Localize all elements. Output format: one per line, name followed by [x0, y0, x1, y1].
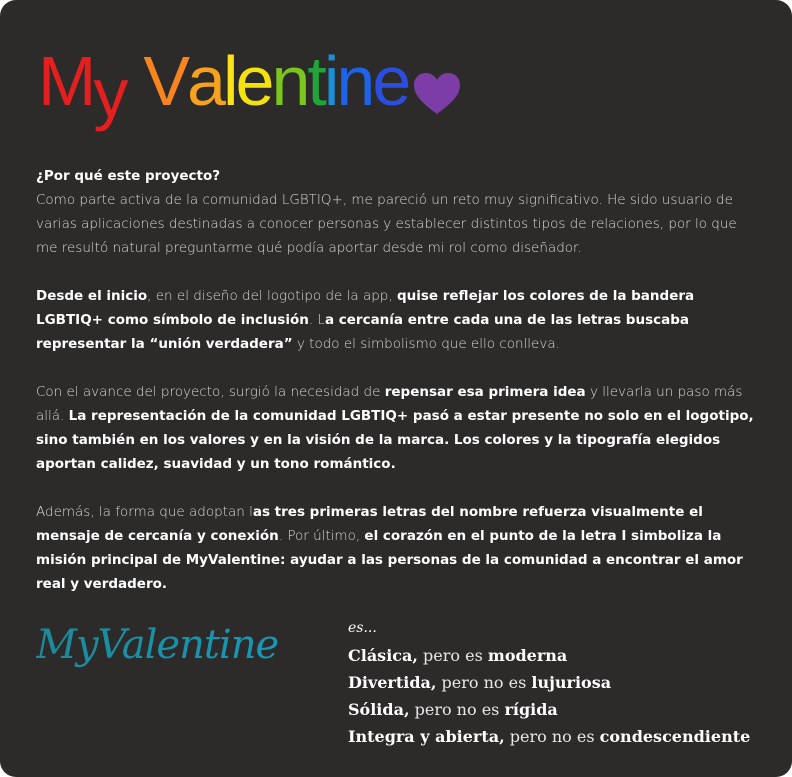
paragraph-text: y llevarla un paso más allá.	[36, 384, 743, 424]
trait-strong: Divertida,	[348, 673, 437, 692]
section-question: ¿Por qué este proyecto?	[36, 168, 221, 184]
logo-letter: n	[271, 42, 308, 120]
emphasis-text: repensar esa primera idea	[384, 384, 586, 400]
trait-strong: moderna	[487, 646, 568, 665]
trait-connector: pero no es	[504, 727, 600, 746]
script-logo	[36, 610, 316, 680]
logo-letter: i	[323, 42, 337, 120]
trait-row	[348, 669, 750, 696]
paragraph-evolution	[36, 380, 758, 476]
paragraph-text: , en el diseño del logotipo de la app,	[147, 288, 397, 304]
paragraph-text: y todo el simbolismo que ello conlleva.	[292, 336, 560, 352]
trait-strong: Sólida,	[348, 700, 410, 719]
trait-row	[348, 723, 750, 750]
trait-row	[348, 642, 750, 669]
emphasis-text: as tres primeras letras del nombre refuerza visualmente el mensaje de cercanía y conexión	[36, 504, 703, 544]
emphasis-text: quise reflejar los colores de la bandera LGBTIQ+ como símbolo de inclusión	[36, 288, 695, 328]
paragraph-text: Con el avance del proyecto, surgió la necesidad de	[36, 384, 385, 400]
paragraph-text: Como parte activa de la comunidad LGBTIQ+, me pareció un reto muy significativo. He sido usuario de varias aplicaciones destinadas a conocer personas y establecer distintos tipos de relaciones, por lo que me resultó natural preguntarme qué podía aportar desde mi rol como diseñador.	[36, 192, 737, 256]
trait-connector: pero es	[417, 646, 488, 665]
paragraph-text: Además, la forma que adoptan l	[36, 504, 253, 520]
trait-strong: lujuriosa	[531, 673, 612, 692]
rainbow-logo	[38, 42, 462, 136]
emphasis-text: Desde el inicio	[36, 288, 148, 304]
script-logo-text: MyValentine	[36, 622, 279, 668]
paragraph-heart-meaning	[36, 500, 758, 596]
emphasis-text: La representación de la comunidad LGBTIQ+ pasó a estar presente no solo en el logotipo, sino también en los valores y en la visión de la marca. Los colores y la tipografía elegidos aportan calidez, suavidad y un tono romántico.	[36, 408, 754, 472]
paragraph-logo-colors	[36, 284, 758, 356]
description	[36, 164, 758, 620]
logo-letter: M	[38, 42, 94, 120]
heart-icon	[412, 72, 462, 116]
logo-letter: y	[93, 54, 126, 132]
logo-letter: a	[187, 42, 223, 120]
logo-letter: t	[307, 42, 324, 120]
logo-letter: n	[336, 42, 373, 120]
brand-traits	[348, 620, 750, 750]
logo-letter: l	[222, 42, 236, 120]
trait-strong: Clásica,	[348, 646, 418, 665]
paragraph-text: . L	[308, 312, 325, 328]
logo-letter: e	[235, 42, 272, 120]
emphasis-text: el corazón en el punto de la letra I simboliza la misión principal de MyValentine: ayudar a las personas de la comunidad a encontrar el amor real y verdadero.	[36, 528, 743, 592]
logo-letter: e	[372, 42, 409, 120]
paragraph-why	[36, 164, 758, 260]
trait-connector: pero no es	[436, 673, 532, 692]
emphasis-text: a cercanía entre cada una de las letras buscaba representar la “unión verdadera”	[36, 312, 690, 352]
trait-row	[348, 696, 750, 723]
paragraph-text: . Por último,	[278, 528, 365, 544]
logo-letter: V	[143, 42, 188, 120]
trait-strong: condescendiente	[599, 727, 751, 746]
traits-intro: es...	[348, 620, 377, 636]
trait-strong: Integra y abierta,	[348, 727, 505, 746]
trait-connector: pero no es	[409, 700, 505, 719]
trait-strong: rígida	[504, 700, 558, 719]
